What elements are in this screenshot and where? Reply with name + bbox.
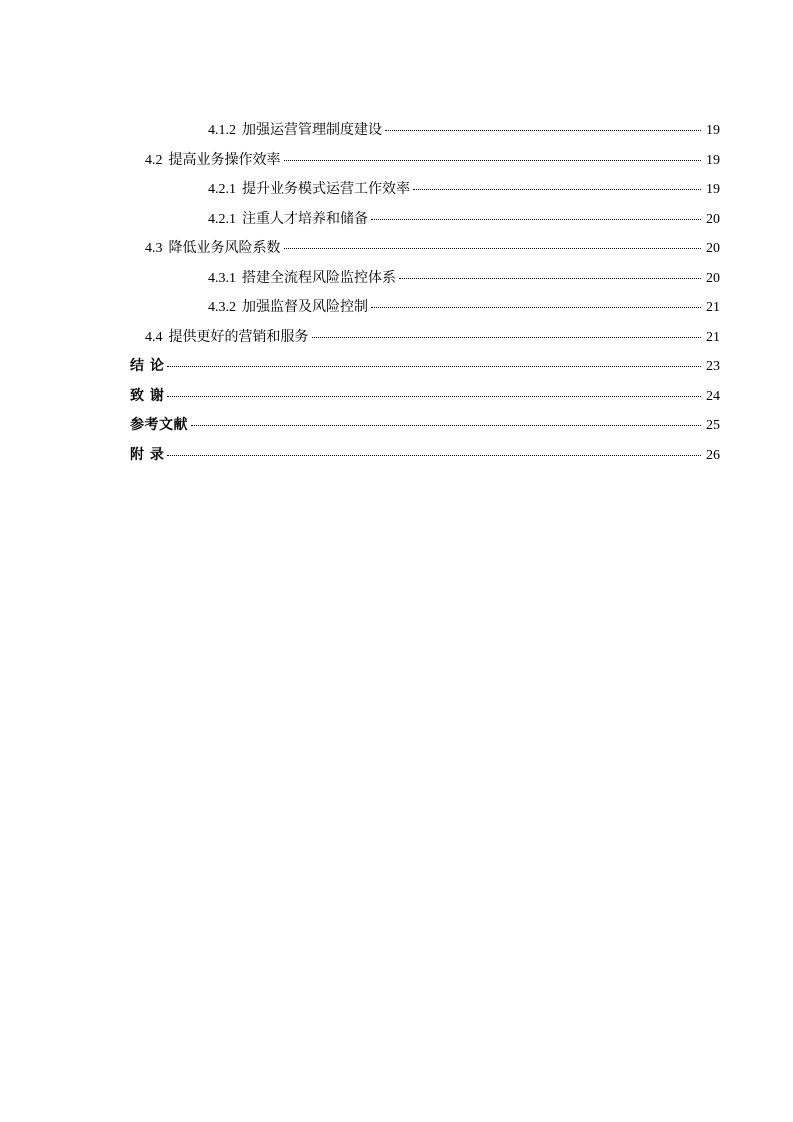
toc-entry-title: 提高业务操作效率 (168, 151, 281, 168)
toc-entry-page: 21 (706, 329, 720, 345)
toc-entry[interactable] (130, 297, 720, 327)
toc-entry-number: 4.4 (145, 329, 163, 345)
toc-entry[interactable] (130, 327, 720, 357)
toc-entry[interactable] (130, 179, 720, 209)
toc-entry-title: 提升业务模式运营工作效率 (242, 181, 410, 197)
toc-dot-leader (312, 336, 702, 338)
toc-entry[interactable] (130, 150, 720, 180)
toc-entry-number: 4.3 (145, 241, 163, 256)
toc-entry-title: 降低业务风险系数 (168, 240, 281, 256)
toc-dot-leader (284, 159, 702, 161)
toc-entry-page: 20 (706, 211, 720, 227)
toc-entry-number: 4.3.1 (208, 270, 236, 286)
toc-entry-title: 加强运营管理制度建设 (242, 122, 382, 138)
toc-entry[interactable] (130, 209, 720, 239)
toc-entry-page: 20 (706, 241, 720, 256)
toc-dot-leader (399, 277, 701, 279)
toc-dot-leader (167, 454, 701, 456)
toc-entry[interactable] (130, 268, 720, 298)
toc-entry[interactable] (130, 120, 720, 150)
toc-entry-title: 注重人才培养和储备 (242, 210, 368, 227)
toc-entry-title: 结 论 (130, 358, 165, 374)
toc-entry-page: 25 (706, 418, 720, 433)
toc-dot-leader (371, 218, 701, 220)
toc-entry-page: 26 (706, 447, 720, 463)
toc-dot-leader (371, 306, 701, 308)
table-of-contents (130, 120, 720, 474)
toc-dot-leader (167, 365, 701, 367)
toc-entry-page: 19 (706, 123, 720, 138)
toc-entry-title: 致 谢 (130, 387, 165, 404)
toc-entry-number: 4.1.2 (208, 123, 236, 138)
toc-entry-title: 搭建全流程风险监控体系 (242, 269, 396, 286)
toc-entry-title: 附 录 (130, 446, 165, 463)
toc-entry-page: 21 (706, 300, 720, 315)
toc-dot-leader (284, 247, 702, 249)
toc-entry-page: 19 (706, 152, 720, 168)
toc-entry-title: 参考文献 (130, 417, 188, 433)
toc-dot-leader (413, 188, 701, 190)
toc-dot-leader (167, 395, 701, 397)
toc-entry-page: 20 (706, 270, 720, 286)
toc-entry-number: 4.2.1 (208, 211, 236, 227)
toc-dot-leader (385, 129, 701, 131)
toc-entry-number: 4.3.2 (208, 300, 236, 315)
toc-entry-acknowledgements[interactable] (130, 386, 720, 416)
toc-entry-title: 加强监督及风险控制 (242, 299, 368, 315)
toc-entry[interactable] (130, 238, 720, 268)
toc-entry-page: 19 (706, 182, 720, 197)
toc-entry-conclusion[interactable] (130, 356, 720, 386)
toc-entry-number: 4.2.1 (208, 182, 236, 197)
toc-entry-references[interactable] (130, 415, 720, 445)
toc-entry-page: 24 (706, 388, 720, 404)
toc-entry-page: 23 (706, 359, 720, 374)
toc-entry-title: 提供更好的营销和服务 (168, 328, 309, 345)
toc-entry-appendix[interactable] (130, 445, 720, 475)
toc-entry-number: 4.2 (145, 152, 163, 168)
toc-dot-leader (191, 424, 701, 426)
